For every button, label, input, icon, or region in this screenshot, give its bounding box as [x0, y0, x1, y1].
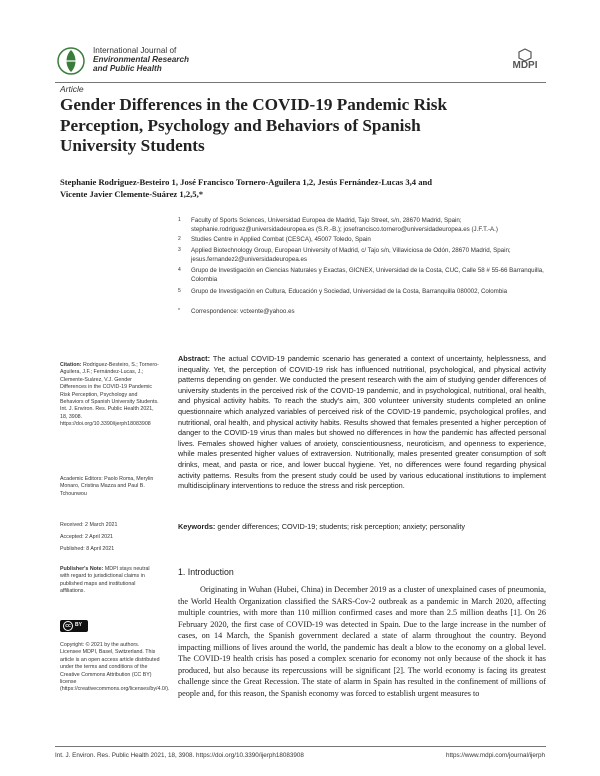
header-divider [55, 82, 546, 83]
copyright-notice: Copyright: © 2021 by the authors. Licensee MDPI, Basel, Switzerland. This article is an open access article distributed under the terms and conditions of the Creative Commons Attribution (CC BY) license (https://creativecommons.org/licenses/by/4.0/). [60, 642, 170, 693]
affiliation-number: 2 [178, 236, 181, 242]
academic-editors: Academic Editors: Paolo Roma, Merylin Monaro, Cristina Mazza and Paul B. Tchounwou [60, 476, 154, 497]
footer-journal-url[interactable]: https://www.mdpi.com/journal/ijerph [445, 752, 545, 759]
affiliation-text: Grupo de Investigación en Ciencias Naturales y Exactas, GICNEX, Universidad de la Costa, CUC, Calle 58 # 55-66 Barranquilla, Colombia [191, 267, 544, 283]
affiliation-number: * [178, 308, 180, 314]
abstract [178, 354, 546, 492]
journal-name-line3: and Public Health [93, 64, 162, 73]
abstract-text: The actual COVID-19 pandemic scenario has generated a context of uncertainty, helplessness, and inequality. Yet, the perception of COVID-19 risk has influenced nutritional, psychological, and physical activity patterns depending on gender. We conducted the present research with the aim of studying gender differences of university students in the perceived risk of the COVID-19 pandemic, and in psychological, nutritional, oral health, and physical activity habits. To reach the study's aim, 300 volunteer university students completed an online questionnaire which analyzed variables of perceived risk of the COVID-19 pandemic, psychological profiles, and nutritional, oral health, and physical activity habits. Results showed that females presented a higher perception of danger to the COVID-19 virus than males but showed no differences in how the pandemic has affected personal lives. Females showed higher values of anxiety, conscientiousness, neuroticism, and openness to experience, while males presented higher values of extraversion. Nutritionally, males presented greater consumption of soft drinks, meat, and pasta or rice, and lower buccal hygiene. Yet, no differences were found regarding physical activity patterns. Results from the present study could be used by various educational institutions to implement multidisciplinary interventions to reduce the stress and risk perception. [178, 354, 546, 491]
citation-text: Rodriguez-Besteiro, S.; Tornero-Aguilera, J.F.; Fernández-Lucas, J.; Clemente-Suárez, V.J. Gender Differences in the COVID-19 Pandemic Risk Perception, Psychology and Behaviors of Spanish University Students. Int. J. Environ. Res. Public Health 2021, 18, 3908. https://doi.org/10.3390/ijerph18083908 [60, 362, 159, 428]
affiliation-text: Faculty of Sports Sciences, Universidad Europea de Madrid, Tajo Street, s/n, 28670 Madrid, Spain; stephanie.rodriguez@universidadeuropea.es (S.R.-B.); josefrancisco.tornero@universidadeuropea.es (J.F.T.-A.) [191, 217, 498, 233]
keywords-text: gender differences; COVID-19; students; risk perception; anxiety; personality [217, 522, 466, 531]
cc-ring-icon: cc [63, 621, 73, 631]
cc-by-mark: BY [75, 622, 82, 628]
affiliation-1 [178, 216, 548, 234]
section-heading-introduction: 1. Introduction [178, 567, 234, 577]
journal-name [93, 46, 189, 73]
accepted-date: Accepted: 2 April 2021 [60, 534, 114, 540]
journal-logo [55, 44, 205, 80]
publisher-note-text: MDPI stays neutral with regard to jurisdictional claims in published maps and institutional affiliations. [60, 566, 150, 595]
citation-block [60, 362, 160, 429]
author-line-1: Stephanie Rodriguez-Besteiro 1, José Francisco Tornero-Aguilera 1,2, Jesús Fernández-Lucas 3,4 and [60, 177, 433, 187]
publisher-name: MDPI [512, 60, 538, 71]
journal-name-line1: International Journal of [93, 46, 177, 55]
article-type: Article [60, 84, 84, 94]
publisher-logo [503, 48, 547, 72]
author-line-2: Vicente Javier Clemente-Suárez 1,2,5,* [60, 189, 204, 199]
abstract-label: Abstract: [178, 354, 211, 363]
keywords-label: Keywords: [178, 522, 216, 531]
affiliation-correspondence [178, 307, 548, 316]
affiliation-4 [178, 266, 548, 284]
article-title: Gender Differences in the COVID-19 Pandemic Risk Perception, Psychology and Behaviors of Spanish University Students [60, 95, 448, 155]
affiliation-2 [178, 235, 548, 244]
affiliation-number: 1 [178, 217, 181, 223]
publisher-note-label: Publisher's Note: [60, 566, 104, 572]
affiliation-text: Correspondence: vctxente@yahoo.es [191, 308, 295, 315]
affiliation-text: Studies Centre in Applied Combat (CESCA), 45007 Toledo, Spain [191, 236, 371, 243]
received-date: Received: 2 March 2021 [60, 522, 118, 528]
affiliation-5 [178, 287, 548, 305]
affiliation-text: Applied Biotechnology Group, European University of Madrid, c/ Tajo s/n, Villaviciosa de Odón, 28670 Madrid, Spain; jesus.fernandez2@universidadeuropea.es [191, 247, 511, 263]
journal-emblem-icon [55, 46, 87, 76]
footer-divider [55, 746, 546, 747]
affiliation-3 [178, 246, 548, 264]
publisher-note [60, 566, 160, 596]
footer-citation: Int. J. Environ. Res. Public Health 2021, 18, 3908. https://doi.org/10.3390/ijerph18083908 [55, 752, 304, 759]
published-date: Published: 8 April 2021 [60, 546, 115, 552]
keywords [178, 522, 546, 532]
introduction-paragraph: Originating in Wuhan (Hubei, China) in December 2019 as a cluster of unexplained cases of pneumonia, the World Health Organization classified the SARS-Cov-2 outbreak as a pandemic in March 2020, affecting multiple countries, with more than 110 million confirmed cases and more than 2.5 million deaths [1]. On 26 February 2020, the first case of COVID-19 was detected in Spain. Due to the large increase in the number of cases, on 14 March, the Spanish government declared a state of alarm throughout the country. Beyond impacting millions of lives around the world, the pandemic has dealt a blow to the economy on a global level. The COVID-19 health crisis has posed a complex scenario for economy not only because of the shock it has produced, but also because its repercussions will be significant [2]. The world economy is facing its greatest challenge since the Great Recession. The state of alarm in Spain has resulted in the confinement of millions of people and, for this reason, the Spanish economy was forced to establish urgent measures to [178, 585, 546, 698]
citation-label: Citation: [60, 362, 82, 368]
author-list [60, 176, 530, 200]
affiliation-text: Grupo de Investigación en Cultura, Educación y Sociedad, Universidad de la Costa, Barranquilla 080002, Colombia [191, 288, 508, 295]
affiliation-number: 4 [178, 267, 181, 273]
affiliation-number: 3 [178, 247, 181, 253]
affiliation-number: 5 [178, 288, 181, 294]
cc-by-license-icon[interactable] [60, 620, 88, 632]
journal-name-line2: Environmental Research [93, 55, 190, 64]
